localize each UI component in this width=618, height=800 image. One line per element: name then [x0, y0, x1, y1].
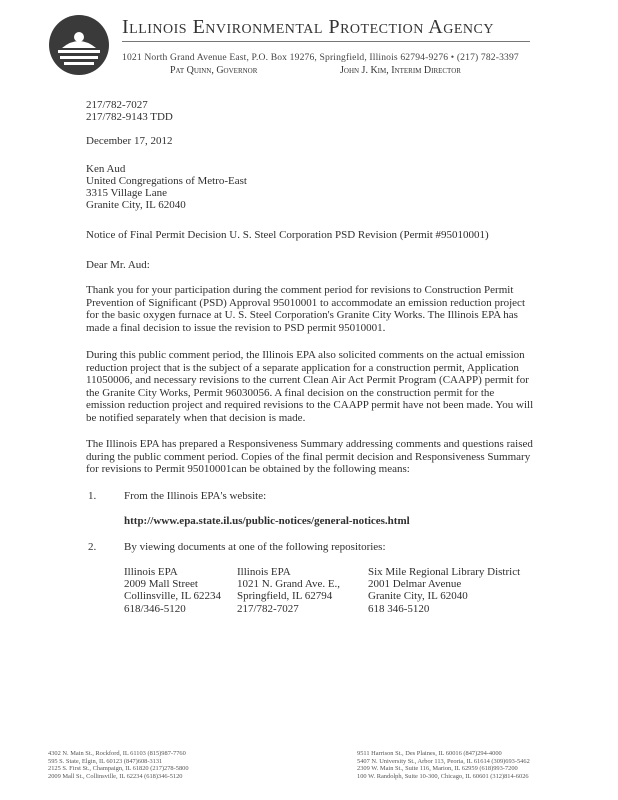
- agency-address: 1021 North Grand Avenue East, P.O. Box 19276, Springfield, Illinois 62794-9276 • (217) 782-3397: [122, 52, 519, 63]
- repository-street: 2001 Delmar Avenue: [368, 578, 462, 591]
- agency-name: Illinois Environmental Protection Agency: [122, 16, 494, 38]
- footer-office-address: 100 W. Randolph, Suite 10-300, Chicago, IL 60601 (312)814-6026: [357, 772, 529, 780]
- recipient-city: Granite City, IL 62040: [86, 199, 186, 211]
- repository-collinsville: [124, 566, 221, 615]
- letterhead-divider: [122, 41, 530, 42]
- salutation: Dear Mr. Aud:: [86, 259, 150, 271]
- list-number: 1.: [88, 490, 97, 502]
- repository-phone: 618 346-5120: [368, 602, 430, 615]
- footer-office-address: 9511 Harrison St., Des Plaines, IL 60016 (847)294-4000: [357, 750, 502, 757]
- footer-office-address: 5407 N. University St., Arbor 113, Peoria, IL 61614 (309)693-5462: [357, 757, 530, 765]
- subject-line: Notice of Final Permit Decision U. S. Steel Corporation PSD Revision (Permit #95010001): [86, 229, 489, 241]
- repository-street: 2009 Mall Street: [124, 578, 198, 591]
- footer-office-address: 595 S. State, Elgin, IL 60123 (847)608-3131: [48, 757, 163, 765]
- agency-logo: [48, 14, 110, 76]
- paragraph: During this public comment period, the Illinois EPA also solicited comments on the actual emission reduction project that is the subject of a separate application for a construction permit, Application 11050006, and necessary revisions to the current Clean Air Act Permit Program (CAAPP) permit for the Granite City Works, Permit 96030056. A final decision on the construction permit for the emission reduction project and required revisions to the CAAPP permit have not been made. You will be notified separately when that decision is made.: [86, 349, 534, 424]
- repository-name: Illinois EPA: [124, 566, 178, 578]
- list-item-text: From the Illinois EPA's website:: [124, 490, 267, 502]
- director-name: John J. Kim, Interim Director: [340, 65, 461, 76]
- repository-city: Granite City, IL 62040: [368, 590, 468, 603]
- governor-name: Pat Quinn, Governor: [170, 65, 258, 76]
- list-item-text: By viewing documents at one of the following repositories:: [124, 541, 386, 553]
- repository-street: 1021 N. Grand Ave. E.,: [237, 578, 341, 591]
- recipient-organization: United Congregations of Metro-East: [86, 175, 247, 187]
- repository-city: Collinsville, IL 62234: [124, 590, 222, 603]
- repository-city: Springfield, IL 62794: [237, 590, 333, 603]
- repository-name: Six Mile Regional Library District: [368, 566, 521, 578]
- footer-office-address: 2125 S. First St., Champaign, IL 61820 (217)278-5800: [48, 765, 189, 773]
- tdd-number: 217/782-9143 TDD: [86, 111, 173, 123]
- phone-number: 217/782-7027: [86, 99, 148, 111]
- footer-office-address: 4302 N. Main St., Rockford, IL 61103 (815)987-7760: [48, 750, 186, 757]
- repository-name: Illinois EPA: [237, 566, 291, 578]
- repository-springfield: [237, 566, 340, 615]
- repository-phone: 217/782-7027: [237, 602, 299, 615]
- website-link[interactable]: http://www.epa.state.il.us/public-notices/general-notices.html: [124, 515, 410, 527]
- footer-office-address: 2309 W. Main St., Suite 116, Marion, IL 62959 (618)993-7200: [357, 765, 518, 773]
- footer-office-address: 2009 Mall St., Collinsville, IL 62234 (618)346-5120: [48, 772, 183, 780]
- recipient-name: Ken Aud: [86, 163, 126, 175]
- footer-offices-right: [357, 750, 530, 780]
- repository-granite-city: [368, 566, 520, 615]
- repository-phone: 618/346-5120: [124, 602, 186, 615]
- logo-icon: [48, 14, 110, 76]
- paragraph: Thank you for your participation during the comment period for revisions to Construction Permit Prevention of Significant (PSD) Approval 95010001 to accommodate an emission reduction project for the basic oxygen furnace at U. S. Steel Corporation's Granite City Works. The Illinois EPA has made a final decision to issue the revision to PSD permit 95010001.: [86, 284, 525, 334]
- list-number: 2.: [88, 541, 97, 553]
- letter-date: December 17, 2012: [86, 135, 173, 147]
- recipient-street: 3315 Village Lane: [86, 187, 168, 199]
- paragraph: The Illinois EPA has prepared a Responsiveness Summary addressing comments and questions raised during the public comment period. Copies of the final permit decision and Responsiveness Summary for revisions to Permit 95010001can be obtained by the following means:: [86, 438, 533, 476]
- footer-offices-left: [48, 750, 189, 780]
